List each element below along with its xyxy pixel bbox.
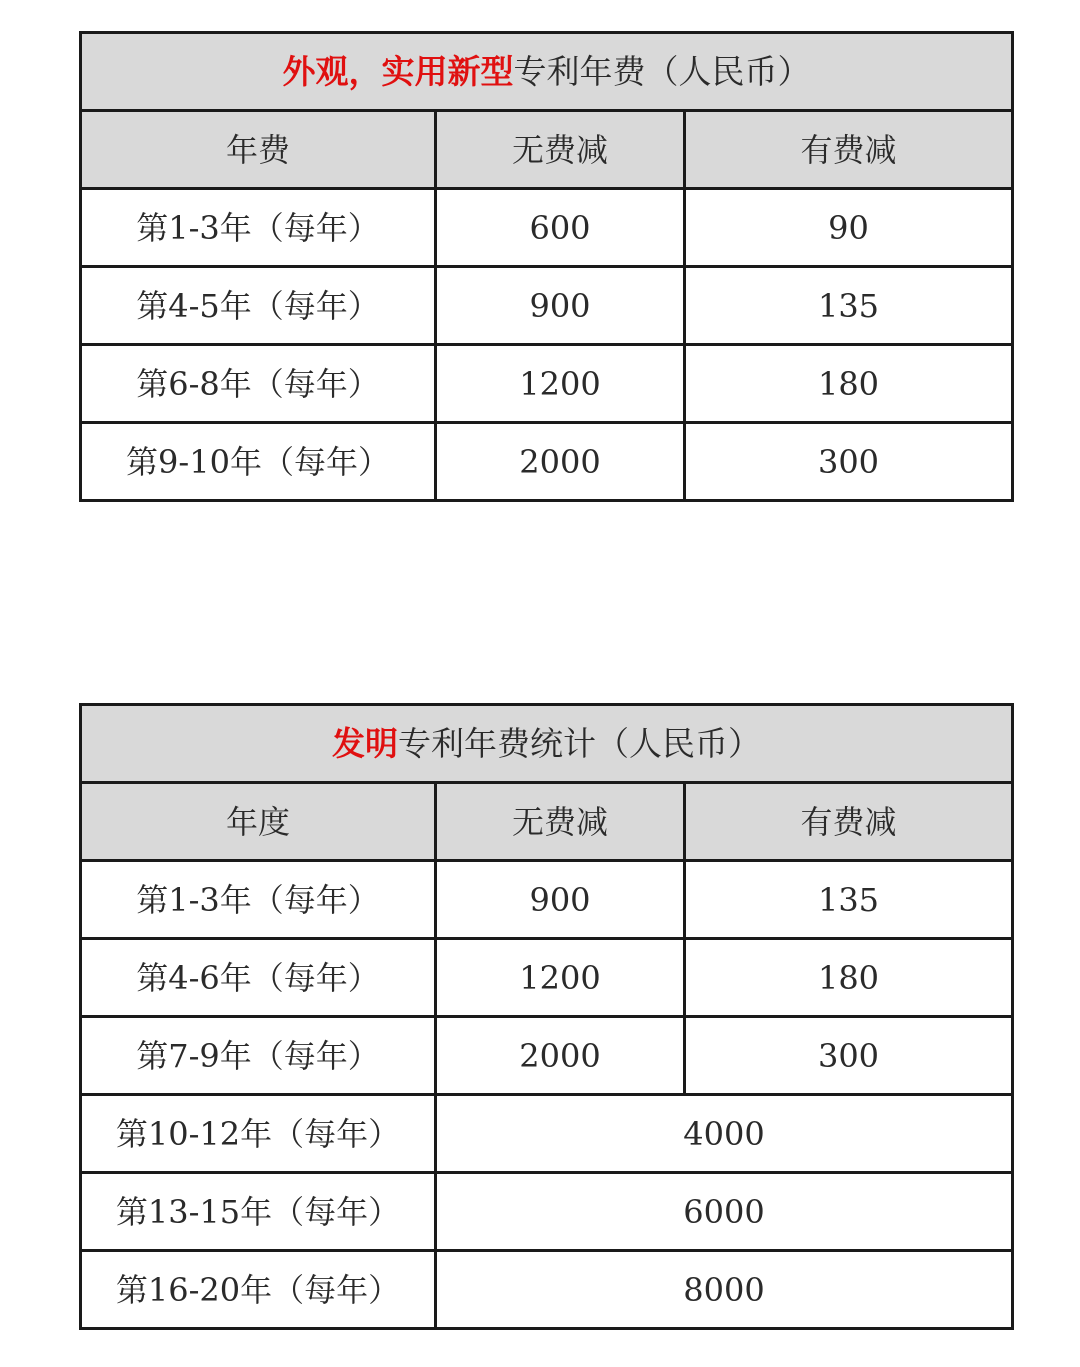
invention-patent-fee-table [79,703,1014,1330]
table-row [81,1095,1013,1173]
no-reduction-cell: 2000 [436,423,685,501]
no-reduction-cell: 2000 [436,1017,685,1095]
utility-model-fee-table [79,31,1014,502]
fee-cell: 8000 [436,1251,1013,1329]
period-cell: 第6-8年（每年） [81,345,436,423]
fee-cell: 4000 [436,1095,1013,1173]
no-reduction-cell: 900 [436,861,685,939]
column-header-period: 年费 [81,111,436,189]
table-title [81,705,1013,783]
table-row [81,1251,1013,1329]
no-reduction-cell: 900 [436,267,685,345]
with-reduction-cell: 135 [685,861,1013,939]
column-header-no-reduction: 无费减 [436,111,685,189]
no-reduction-cell: 1200 [436,345,685,423]
table-row [81,1173,1013,1251]
with-reduction-cell: 135 [685,267,1013,345]
title-highlight: 发明 [332,724,398,763]
column-header-with-reduction: 有费减 [685,783,1013,861]
with-reduction-cell: 300 [685,423,1013,501]
period-cell: 第13-15年（每年） [81,1173,436,1251]
period-cell: 第4-6年（每年） [81,939,436,1017]
period-cell: 第7-9年（每年） [81,1017,436,1095]
table-title-row [81,705,1013,783]
title-rest: 专利年费（人民币） [513,52,811,91]
period-cell: 第9-10年（每年） [81,423,436,501]
period-cell: 第1-3年（每年） [81,861,436,939]
with-reduction-cell: 180 [685,345,1013,423]
title-rest: 专利年费统计（人民币） [398,724,761,763]
table-title [81,33,1013,111]
period-cell: 第4-5年（每年） [81,267,436,345]
table-header-row [81,783,1013,861]
no-reduction-cell: 600 [436,189,685,267]
with-reduction-cell: 300 [685,1017,1013,1095]
column-header-no-reduction: 无费减 [436,783,685,861]
table-row [81,861,1013,939]
no-reduction-cell: 1200 [436,939,685,1017]
period-cell: 第16-20年（每年） [81,1251,436,1329]
period-cell: 第10-12年（每年） [81,1095,436,1173]
table-row [81,345,1013,423]
table-row [81,1017,1013,1095]
column-header-with-reduction: 有费减 [685,111,1013,189]
title-highlight: 外观，实用新型 [282,52,514,91]
table-row [81,189,1013,267]
period-cell: 第1-3年（每年） [81,189,436,267]
table-row [81,423,1013,501]
table-header-row [81,111,1013,189]
table-title-row [81,33,1013,111]
column-header-period: 年度 [81,783,436,861]
with-reduction-cell: 180 [685,939,1013,1017]
table-row [81,939,1013,1017]
table-row [81,267,1013,345]
with-reduction-cell: 90 [685,189,1013,267]
fee-cell: 6000 [436,1173,1013,1251]
